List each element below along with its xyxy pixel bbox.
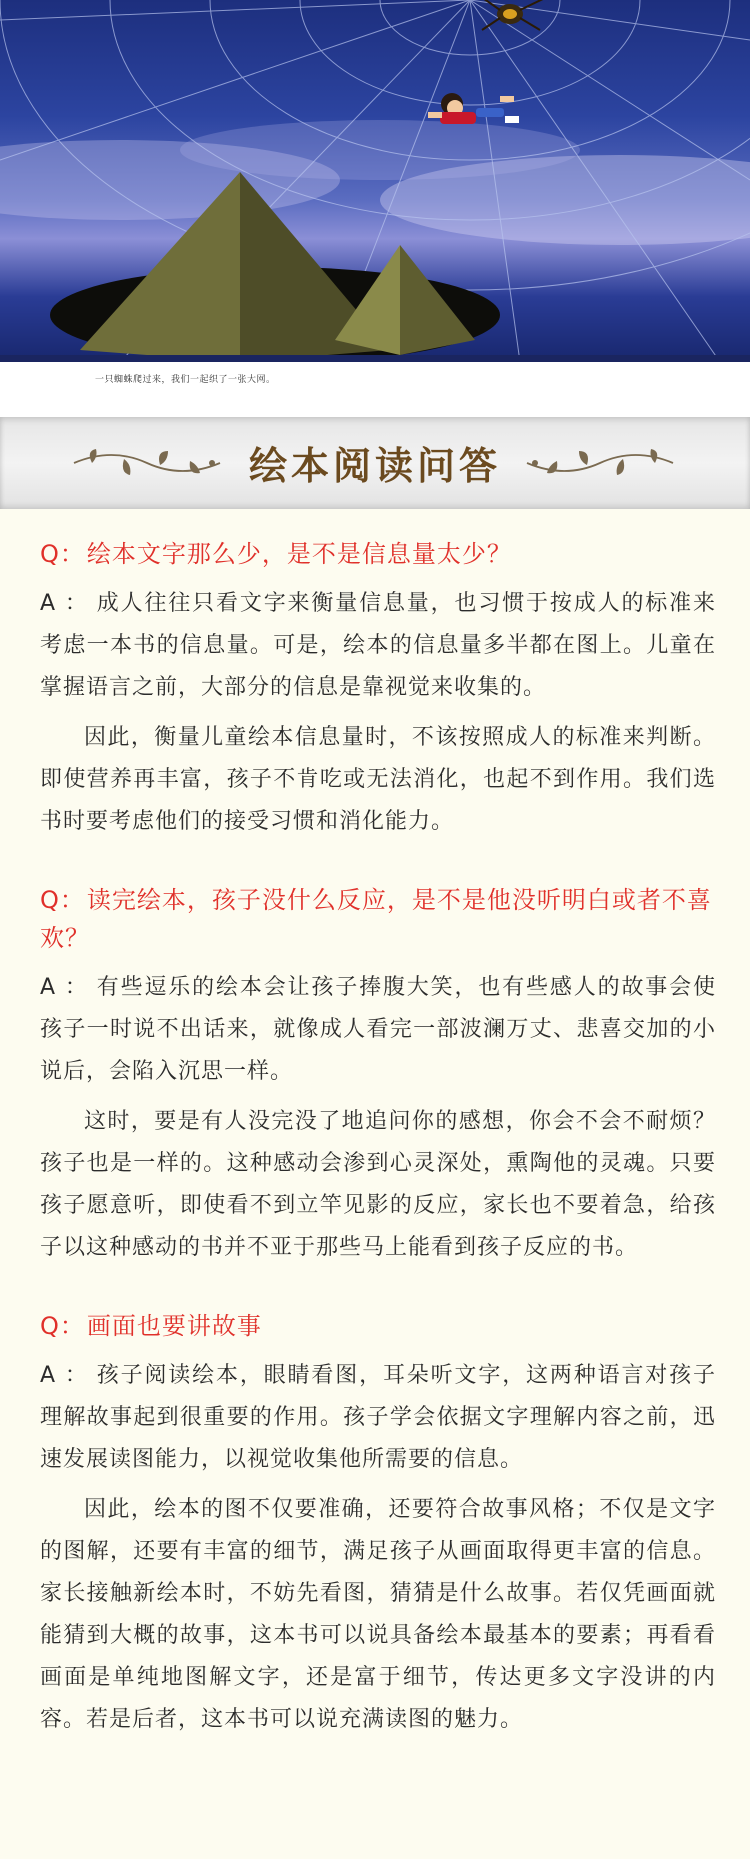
followup-paragraph: 因此，绘本的图不仅要准确，还要符合故事风格；不仅是文字的图解，还要有丰富的细节，满足孩子从画面取得更丰富的信息。家长接触新绘本时，不妨先看图，猜猜是什么故事。若仅凭画面就能猜到大概的故事，这本书可以说具备绘本最基本的要素；再看看画面是单纯地图解文字，还是富于细节，传达更多文字没讲的内容。若是后者，这本书可以说充满读图的魅力。 bbox=[40, 1497, 716, 1732]
spider-icon bbox=[480, 0, 545, 30]
answer-paragraph: A ： 成人往往只看文字来衡量信息量，也习惯于按成人的标准来考虑一本书的信息量。可是，绘本的信息量多半都在图上。儿童在掌握语言之前，大部分的信息是靠视觉来收集的。 bbox=[40, 591, 716, 700]
picture-book-illustration bbox=[0, 0, 750, 362]
vine-ornament-right-icon bbox=[525, 443, 675, 483]
question-heading: Q：读完绘本，孩子没什么反应，是不是他没听明白或者不喜欢？ bbox=[40, 886, 712, 952]
answer-paragraph: A ： 有些逗乐的绘本会让孩子捧腹大笑，也有些感人的故事会使孩子一时说不出话来，就像成人看完一部波澜万丈、悲喜交加的小说后，会陷入沉思一样。 bbox=[40, 975, 716, 1084]
answer-paragraph: A ： 孩子阅读绘本，眼睛看图，耳朵听文字，这两种语言对孩子理解故事起到很重要的作用。孩子学会依据文字理解内容之前，迅速发展读图能力，以视觉收集他所需要的信息。 bbox=[40, 1363, 716, 1472]
followup-paragraph: 这时，要是有人没完没了地追问你的感想，你会不会不耐烦？孩子也是一样的。这种感动会渗到心灵深处，熏陶他的灵魂。只要孩子愿意听，即使看不到立竿见影的反应，家长也不要着急，给孩子以这种感动的书并不亚于那些马上能看到孩子反应的书。 bbox=[40, 1109, 716, 1260]
question-heading: Q：绘本文字那么少，是不是信息量太少？ bbox=[40, 540, 512, 568]
caption-strip bbox=[0, 362, 750, 417]
qa-item bbox=[40, 881, 716, 1269]
qa-item bbox=[40, 535, 716, 843]
section-title: 绘本阅读问答 bbox=[248, 443, 501, 488]
followup-paragraph: 因此，衡量儿童绘本信息量时，不该按照成人的标准来判断。即使营养再丰富，孩子不肯吃或无法消化，也起不到作用。我们选书时要考虑他们的接受习惯和消化能力。 bbox=[40, 725, 716, 834]
boy-figure bbox=[428, 93, 519, 124]
illustration-caption: 一只蜘蛛爬过来，我们一起织了一张大网。 bbox=[95, 375, 276, 385]
qa-item bbox=[40, 1307, 716, 1741]
qa-content bbox=[0, 509, 750, 1741]
section-header bbox=[0, 417, 750, 509]
question-heading: Q：画面也要讲故事 bbox=[40, 1312, 262, 1340]
pyramid-spiderweb-scene bbox=[0, 0, 750, 362]
